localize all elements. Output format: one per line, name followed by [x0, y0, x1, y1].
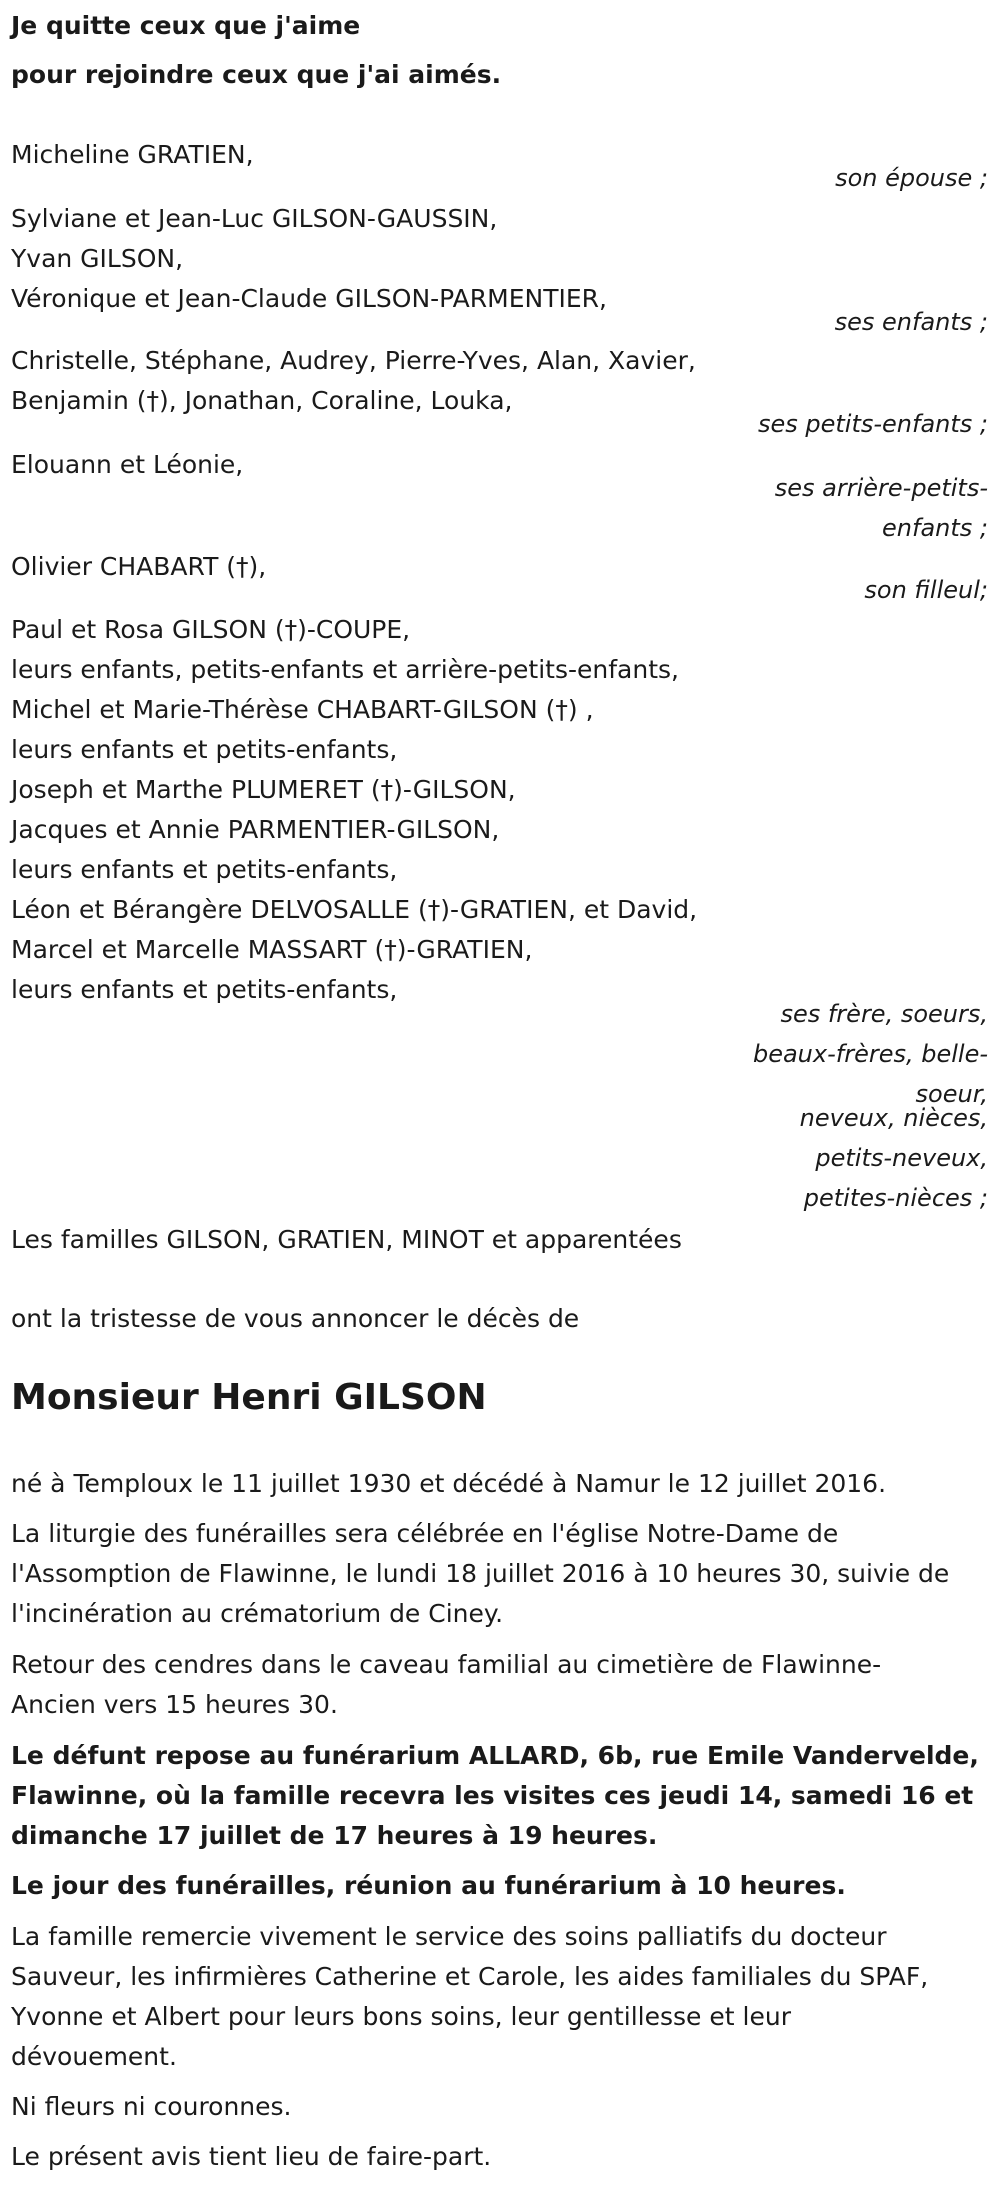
grandchildren-line: Christelle, Stéphane, Audrey, Pierre-Yves, Alan, Xavier,	[11, 346, 696, 375]
birth-death: né à Temploux le 11 juillet 1930 et décédé à Namur le 12 juillet 2016.	[11, 1469, 887, 1498]
great-grandchildren: Elouann et Léonie,	[11, 450, 244, 479]
thanks-line: La famille remercie vivement le service des soins palliatifs du docteur	[11, 1922, 887, 1951]
spouse-role: son épouse ;	[835, 164, 988, 192]
intro-line-2: pour rejoindre ceux que j'ai aimés.	[11, 60, 502, 89]
siblings-role: beaux-frères, belle-	[752, 1040, 988, 1068]
liturgy-line: l'incinération au crématorium de Ciney.	[11, 1599, 504, 1628]
thanks-line: Sauveur, les infirmières Catherine et Carole, les aides familiales du SPAF,	[11, 1962, 929, 1991]
ashes-line: Ancien vers 15 heures 30.	[11, 1690, 338, 1719]
grandchildren-line: Benjamin (†), Jonathan, Coraline, Louka,	[11, 386, 513, 415]
sibling-line: Léon et Bérangère DELVOSALLE (†)-GRATIEN, et David,	[11, 895, 698, 924]
children-role: ses enfants ;	[834, 308, 988, 336]
child-line: Yvan GILSON,	[11, 244, 184, 273]
sibling-line: Jacques et Annie PARMENTIER-GILSON,	[11, 815, 500, 844]
siblings-role: petits-neveux,	[815, 1144, 988, 1172]
great-grandchildren-role: enfants ;	[882, 514, 988, 542]
liturgy-line: l'Assomption de Flawinne, le lundi 18 juillet 2016 à 10 heures 30, suivie de	[11, 1559, 950, 1588]
funeral-home-line: dimanche 17 juillet de 17 heures à 19 heures.	[11, 1821, 658, 1850]
siblings-role: soeur,	[915, 1080, 988, 1108]
godson: Olivier CHABART (†),	[11, 552, 267, 581]
sibling-line: Paul et Rosa GILSON (†)-COUPE,	[11, 615, 411, 644]
thanks-line: Yvonne et Albert pour leurs bons soins, leur gentillesse et leur	[11, 2002, 791, 2031]
liturgy-line: La liturgie des funérailles sera célébrée en l'église Notre-Dame de	[11, 1519, 839, 1548]
intro-line-1: Je quitte ceux que j'aime	[11, 11, 361, 40]
funeral-home-line: Le défunt repose au funérarium ALLARD, 6b, rue Emile Vandervelde,	[11, 1741, 979, 1770]
child-line: Sylviane et Jean-Luc GILSON-GAUSSIN,	[11, 204, 498, 233]
child-line: Véronique et Jean-Claude GILSON-PARMENTIER,	[11, 284, 607, 313]
no-flowers: Ni fleurs ni couronnes.	[11, 2092, 292, 2121]
siblings-role: ses frère, soeurs,	[780, 1000, 988, 1028]
ashes-line: Retour des cendres dans le caveau familial au cimetière de Flawinne-	[11, 1650, 882, 1679]
funeral-home-line: Flawinne, où la famille recevra les visites ces jeudi 14, samedi 16 et	[11, 1781, 974, 1810]
thanks-line: dévouement.	[11, 2042, 177, 2071]
great-grandchildren-role: ses arrière-petits-	[774, 474, 988, 502]
families-line: Les familles GILSON, GRATIEN, MINOT et apparentées	[11, 1225, 682, 1254]
siblings-role: petites-nièces ;	[803, 1184, 988, 1212]
spouse-name: Micheline GRATIEN,	[11, 140, 254, 169]
notice-line: Le présent avis tient lieu de faire-part.	[11, 2142, 492, 2171]
siblings-role: neveux, nièces,	[799, 1104, 988, 1132]
sibling-line: leurs enfants et petits-enfants,	[11, 855, 398, 884]
sibling-line: leurs enfants et petits-enfants,	[11, 735, 398, 764]
sibling-line: Marcel et Marcelle MASSART (†)-GRATIEN,	[11, 935, 533, 964]
announcement: ont la tristesse de vous annoncer le décès de	[11, 1304, 580, 1333]
sibling-line: Michel et Marie-Thérèse CHABART-GILSON (†) ,	[11, 695, 594, 724]
sibling-line: leurs enfants, petits-enfants et arrière-petits-enfants,	[11, 655, 679, 684]
deceased-name: Monsieur Henri GILSON	[11, 1377, 487, 1418]
godson-role: son filleul;	[864, 576, 988, 604]
sibling-line: leurs enfants et petits-enfants,	[11, 975, 398, 1004]
grandchildren-role: ses petits-enfants ;	[757, 410, 988, 438]
sibling-line: Joseph et Marthe PLUMERET (†)-GILSON,	[11, 775, 516, 804]
meeting-line: Le jour des funérailles, réunion au funérarium à 10 heures.	[11, 1871, 846, 1900]
